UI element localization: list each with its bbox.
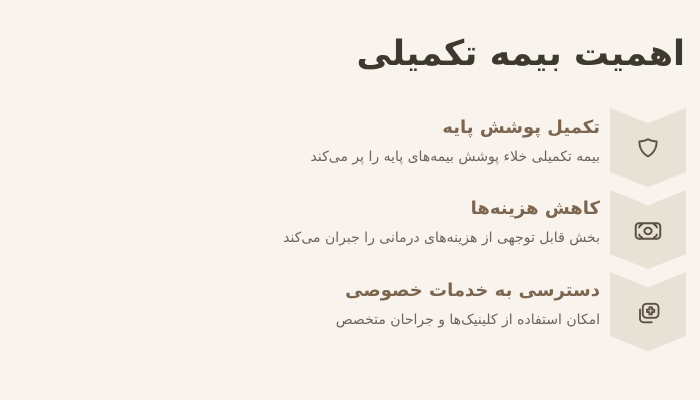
section-description: امکان استفاده از کلینیک‌ها و جراحان متخصص bbox=[335, 312, 600, 328]
medical-card-icon bbox=[633, 298, 663, 328]
banknote-icon bbox=[632, 215, 664, 247]
section-heading: تکمیل پوشش پایه bbox=[442, 117, 600, 138]
chevron-badge bbox=[610, 272, 686, 352]
section-heading: دسترسی به خدمات خصوصی bbox=[345, 280, 600, 301]
section-description: بخش قابل توجهی از هزینه‌های درمانی را جبران می‌کند bbox=[283, 230, 600, 246]
chevron-badge-column bbox=[610, 108, 686, 354]
chevron-badge bbox=[610, 108, 686, 188]
section-private-services bbox=[336, 279, 600, 330]
page-title: اهمیت بیمه تکمیلی bbox=[356, 34, 685, 74]
section-basic-coverage bbox=[311, 116, 600, 167]
section-heading: کاهش هزینه‌ها bbox=[470, 198, 600, 219]
section-description: بیمه تکمیلی خلاء پوشش بیمه‌های پایه را پر می‌کند bbox=[310, 149, 600, 165]
shield-icon bbox=[633, 134, 663, 164]
section-cost-reduction bbox=[283, 197, 600, 248]
chevron-badge bbox=[610, 190, 686, 270]
